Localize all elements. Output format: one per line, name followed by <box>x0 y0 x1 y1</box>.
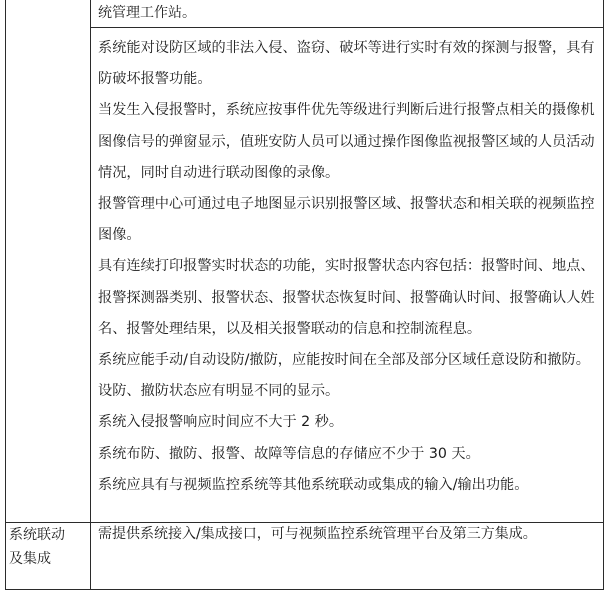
paragraph-linkage-io: 系统应具有与视频监控系统等其他系统联动或集成的输入/输出功能。 <box>98 476 529 493</box>
paragraph-arm-disarm: 系统应能手动/自动设防/撤防，应能按时间在全部及部分区域任意设防和撤防。设防、撤防状态应有明显不同的显示。 <box>98 352 590 400</box>
empty-label-cell <box>6 0 91 523</box>
paragraph-alarm-popup: 当发生入侵报警时，系统应按事件优先等级进行判断后进行报警点相关的摄像机图像信号的弹窗显示，值班安防人员可以通过操作图像监视报警区域的人员活动情况，同时自动进行联动图像的录像。 <box>98 102 595 181</box>
requirements-cell <box>91 28 604 523</box>
paragraph-storage-duration: 系统布防、撤防、报警、故障等信息的存储应不少于 30 天。 <box>98 445 480 462</box>
continuation-text: 统管理工作站。 <box>98 5 196 21</box>
paragraph-alarm-printing: 具有连续打印报警实时状态的功能，实时报警状态内容包括：报警时间、地点、报警探测器类别、报警状态、报警状态恢复时间、报警确认时间、报警确认人姓名、报警处理结果，以及相关报警联动的信息和控制流程息。 <box>98 258 595 337</box>
linkage-label-line1: 系统联动 <box>9 527 65 543</box>
continuation-text-cell <box>91 0 604 28</box>
paragraph-response-time: 系统入侵报警响应时间应不大于 2 秒。 <box>98 414 344 431</box>
spec-table <box>5 0 604 590</box>
linkage-content-text: 需提供系统接入/集成接口，可与视频监控系统管理平台及第三方集成。 <box>98 526 537 542</box>
table-row-linkage <box>6 523 604 590</box>
paragraph-intrusion-detection: 系统能对设防区域的非法入侵、盗窃、破坏等进行实时有效的探测与报警，具有防破坏报警功能。 <box>98 40 595 88</box>
paragraph-electronic-map: 报警管理中心可通过电子地图显示识别报警区域、报警状态和相关联的视频监控图像。 <box>98 196 595 244</box>
table-row-continuation <box>6 0 604 28</box>
linkage-content-cell <box>91 523 604 590</box>
linkage-label-line2: 及集成 <box>9 551 51 567</box>
table-row-main <box>6 28 604 523</box>
linkage-label-cell <box>6 523 91 590</box>
